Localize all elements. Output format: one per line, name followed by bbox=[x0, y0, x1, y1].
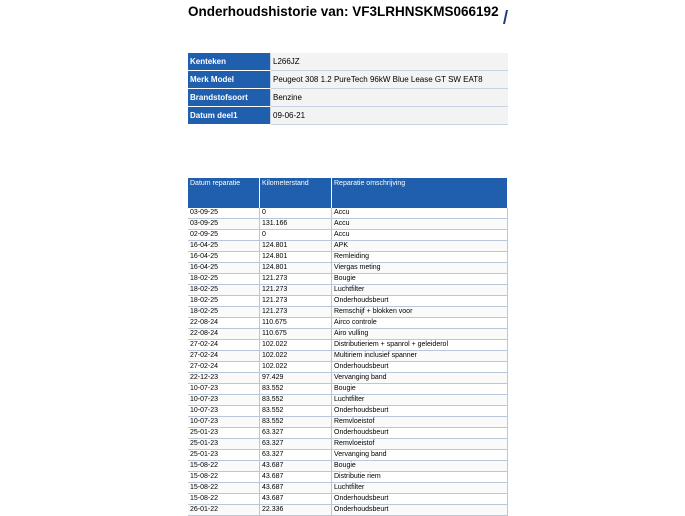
repair-date-cell: 18-02-25 bbox=[188, 307, 260, 318]
repair-date-cell: 10-07-23 bbox=[188, 395, 260, 406]
table-row bbox=[188, 406, 508, 417]
mileage-cell: 124.801 bbox=[260, 263, 332, 274]
repair-date-cell: 27-02-24 bbox=[188, 351, 260, 362]
mileage-cell: 43.687 bbox=[260, 483, 332, 494]
repair-description-cell: Airco controle bbox=[332, 318, 508, 329]
maintenance-history-table bbox=[188, 178, 508, 516]
logo-icon bbox=[503, 10, 508, 24]
repair-date-cell: 10-07-23 bbox=[188, 417, 260, 428]
mileage-cell: 83.552 bbox=[260, 384, 332, 395]
repair-description-cell: Distributieriem + spanrol + geleiderol bbox=[332, 340, 508, 351]
table-row bbox=[188, 384, 508, 395]
table-row bbox=[188, 263, 508, 274]
mileage-cell: 63.327 bbox=[260, 428, 332, 439]
repair-date-cell: 10-07-23 bbox=[188, 384, 260, 395]
table-row bbox=[188, 285, 508, 296]
repair-date-cell: 16-04-25 bbox=[188, 241, 260, 252]
repair-date-cell: 22-08-24 bbox=[188, 329, 260, 340]
repair-date-cell: 15-08-22 bbox=[188, 483, 260, 494]
repair-date-cell: 26-01-22 bbox=[188, 505, 260, 516]
mileage-cell: 110.675 bbox=[260, 318, 332, 329]
repair-date-cell: 22-08-24 bbox=[188, 318, 260, 329]
mileage-cell: 97.429 bbox=[260, 373, 332, 384]
repair-description-cell: Vervanging band bbox=[332, 373, 508, 384]
mileage-cell: 110.675 bbox=[260, 329, 332, 340]
mileage-cell: 22.336 bbox=[260, 505, 332, 516]
repair-description-cell: Luchtfilter bbox=[332, 395, 508, 406]
repair-date-cell: 27-02-24 bbox=[188, 340, 260, 351]
repair-description-cell: Bougie bbox=[332, 384, 508, 395]
repair-description-cell: Viergas meting bbox=[332, 263, 508, 274]
repair-description-cell: Onderhoudsbeurt bbox=[332, 406, 508, 417]
vehicle-info-table bbox=[188, 53, 508, 125]
repair-description-cell: Remschijf + blokken voor bbox=[332, 307, 508, 318]
repair-date-cell: 25-01-23 bbox=[188, 439, 260, 450]
mileage-cell: 124.801 bbox=[260, 252, 332, 263]
table-row bbox=[188, 450, 508, 461]
repair-description-cell: Multiriem inclusief spanner bbox=[332, 351, 508, 362]
table-row bbox=[188, 483, 508, 494]
table-row bbox=[188, 373, 508, 384]
table-row bbox=[188, 318, 508, 329]
mileage-cell: 121.273 bbox=[260, 285, 332, 296]
repair-description-cell: Onderhoudsbeurt bbox=[332, 428, 508, 439]
table-header-row bbox=[188, 178, 508, 208]
repair-description-cell: Accu bbox=[332, 230, 508, 241]
repair-description-cell: Remvloeistof bbox=[332, 439, 508, 450]
column-header-date: Datum reparatie bbox=[188, 178, 260, 208]
vehicle-info-label: Datum deel1 bbox=[188, 107, 271, 125]
table-row bbox=[188, 219, 508, 230]
table-row bbox=[188, 307, 508, 318]
mileage-cell: 124.801 bbox=[260, 241, 332, 252]
table-row bbox=[188, 252, 508, 263]
table-row bbox=[188, 230, 508, 241]
mileage-cell: 131.166 bbox=[260, 219, 332, 230]
vehicle-info-label: Brandstofsoort bbox=[188, 89, 271, 107]
table-row bbox=[188, 340, 508, 351]
repair-description-cell: Onderhoudsbeurt bbox=[332, 296, 508, 307]
repair-description-cell: Accu bbox=[332, 219, 508, 230]
repair-description-cell: Bougie bbox=[332, 274, 508, 285]
vehicle-info-row bbox=[188, 71, 508, 89]
repair-date-cell: 25-01-23 bbox=[188, 450, 260, 461]
mileage-cell: 43.687 bbox=[260, 461, 332, 472]
mileage-cell: 121.273 bbox=[260, 296, 332, 307]
vehicle-info-label: Merk Model bbox=[188, 71, 271, 89]
column-header-mileage: Kilometerstand bbox=[260, 178, 332, 208]
vehicle-info-row bbox=[188, 89, 508, 107]
repair-date-cell: 16-04-25 bbox=[188, 252, 260, 263]
mileage-cell: 43.687 bbox=[260, 494, 332, 505]
vehicle-info-value: 09-06-21 bbox=[271, 107, 509, 125]
table-row bbox=[188, 208, 508, 219]
repair-date-cell: 15-08-22 bbox=[188, 494, 260, 505]
vehicle-info-row bbox=[188, 107, 508, 125]
repair-description-cell: Accu bbox=[332, 208, 508, 219]
repair-date-cell: 15-08-22 bbox=[188, 461, 260, 472]
vehicle-info-value: Peugeot 308 1.2 PureTech 96kW Blue Lease GT SW EAT8 bbox=[271, 71, 509, 89]
vehicle-info-row bbox=[188, 53, 508, 71]
table-row bbox=[188, 351, 508, 362]
column-header-description: Reparatie omschrijving bbox=[332, 178, 508, 208]
mileage-cell: 0 bbox=[260, 208, 332, 219]
repair-description-cell: Airo vulling bbox=[332, 329, 508, 340]
repair-date-cell: 10-07-23 bbox=[188, 406, 260, 417]
repair-description-cell: Onderhoudsbeurt bbox=[332, 362, 508, 373]
mileage-cell: 43.687 bbox=[260, 472, 332, 483]
repair-date-cell: 18-02-25 bbox=[188, 274, 260, 285]
vehicle-info-label: Kenteken bbox=[188, 53, 271, 71]
mileage-cell: 63.327 bbox=[260, 439, 332, 450]
mileage-cell: 102.022 bbox=[260, 351, 332, 362]
mileage-cell: 0 bbox=[260, 230, 332, 241]
mileage-cell: 63.327 bbox=[260, 450, 332, 461]
table-row bbox=[188, 329, 508, 340]
repair-date-cell: 22-12-23 bbox=[188, 373, 260, 384]
page-title: Onderhoudshistorie van: VF3LRHNSKMS066192 bbox=[188, 4, 499, 19]
mileage-cell: 121.273 bbox=[260, 307, 332, 318]
repair-date-cell: 03-09-25 bbox=[188, 219, 260, 230]
repair-date-cell: 16-04-25 bbox=[188, 263, 260, 274]
mileage-cell: 83.552 bbox=[260, 417, 332, 428]
repair-description-cell: APK bbox=[332, 241, 508, 252]
repair-description-cell: Remvloeistof bbox=[332, 417, 508, 428]
table-row bbox=[188, 428, 508, 439]
table-row bbox=[188, 395, 508, 406]
table-row bbox=[188, 472, 508, 483]
vehicle-info-value: Benzine bbox=[271, 89, 509, 107]
table-row bbox=[188, 296, 508, 307]
vehicle-info-value: L266JZ bbox=[271, 53, 509, 71]
repair-description-cell: Luchtfilter bbox=[332, 285, 508, 296]
table-row bbox=[188, 362, 508, 373]
repair-date-cell: 02-09-25 bbox=[188, 230, 260, 241]
mileage-cell: 102.022 bbox=[260, 340, 332, 351]
repair-date-cell: 18-02-25 bbox=[188, 285, 260, 296]
table-row bbox=[188, 274, 508, 285]
repair-description-cell: Onderhoudsbeurt bbox=[332, 505, 508, 516]
mileage-cell: 83.552 bbox=[260, 406, 332, 417]
repair-date-cell: 03-09-25 bbox=[188, 208, 260, 219]
repair-description-cell: Luchtfilter bbox=[332, 483, 508, 494]
table-row bbox=[188, 241, 508, 252]
table-row bbox=[188, 461, 508, 472]
table-row bbox=[188, 494, 508, 505]
repair-description-cell: Vervanging band bbox=[332, 450, 508, 461]
repair-description-cell: Remleiding bbox=[332, 252, 508, 263]
mileage-cell: 83.552 bbox=[260, 395, 332, 406]
repair-date-cell: 18-02-25 bbox=[188, 296, 260, 307]
repair-date-cell: 15-08-22 bbox=[188, 472, 260, 483]
table-row bbox=[188, 439, 508, 450]
repair-date-cell: 25-01-23 bbox=[188, 428, 260, 439]
repair-date-cell: 27-02-24 bbox=[188, 362, 260, 373]
table-row bbox=[188, 417, 508, 428]
repair-description-cell: Bougie bbox=[332, 461, 508, 472]
repair-description-cell: Onderhoudsbeurt bbox=[332, 494, 508, 505]
mileage-cell: 102.022 bbox=[260, 362, 332, 373]
mileage-cell: 121.273 bbox=[260, 274, 332, 285]
repair-description-cell: Distributie riem bbox=[332, 472, 508, 483]
